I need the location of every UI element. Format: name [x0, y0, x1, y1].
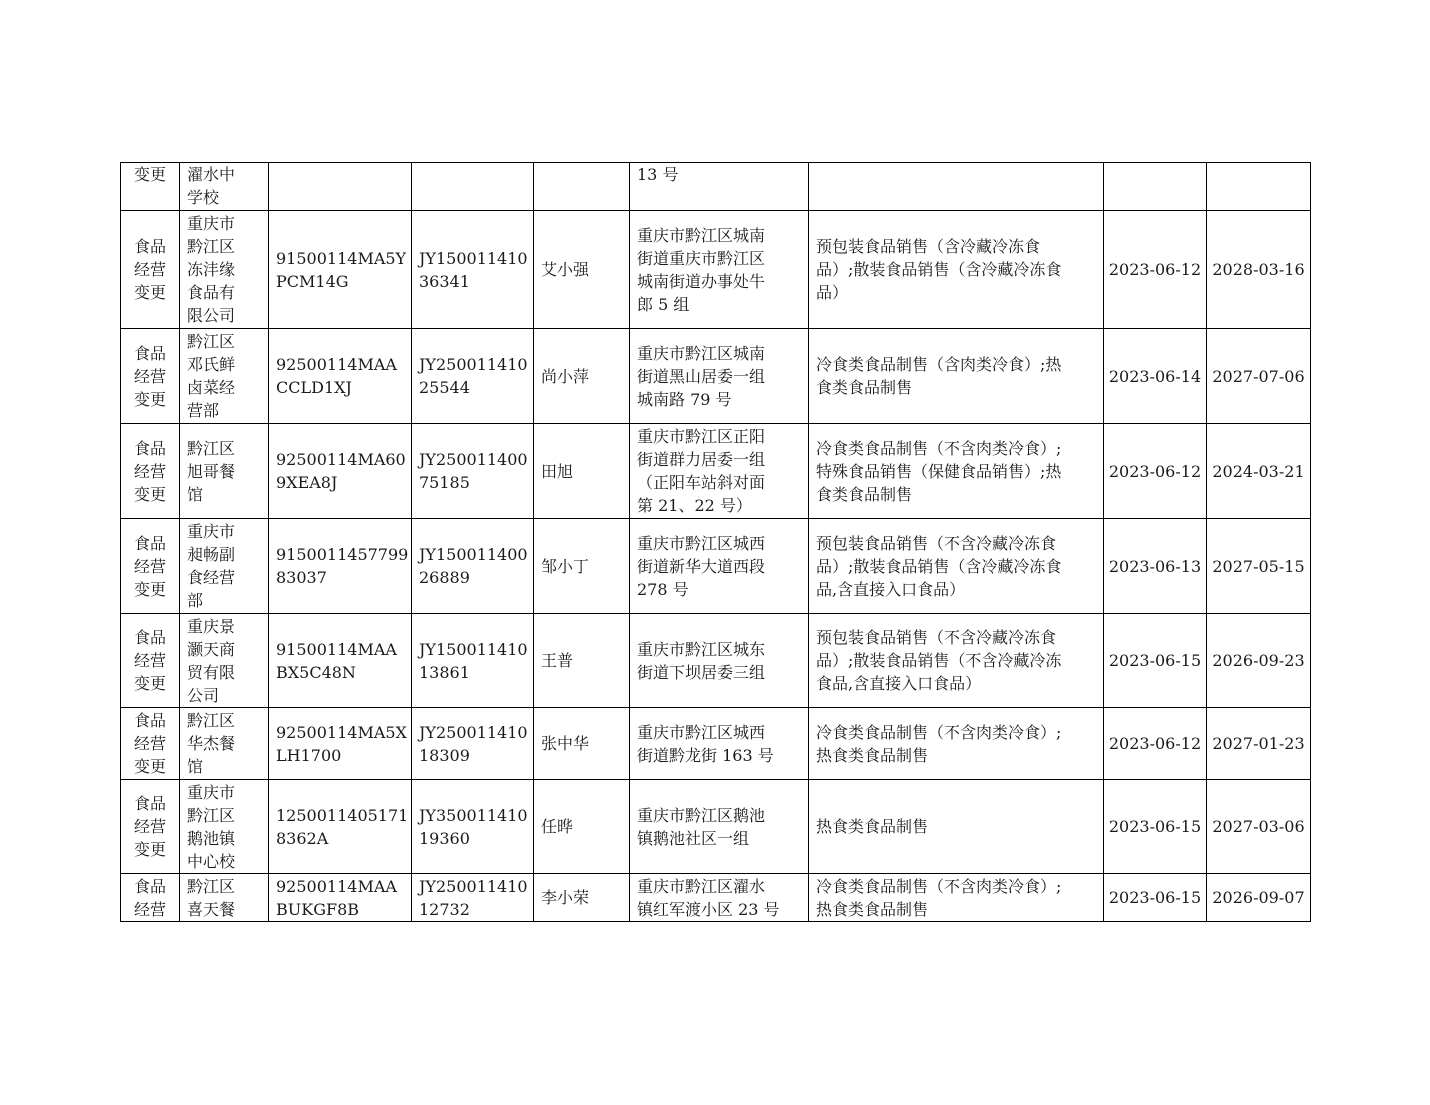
- expiry-date-cell: 2027-01-23: [1207, 708, 1311, 780]
- issue-date-cell: [1104, 163, 1207, 211]
- address-cell: 重庆市黔江区城西 街道黔龙街 163 号: [630, 708, 809, 780]
- business-scope-cell: [809, 163, 1104, 211]
- business-scope-cell: 冷食类食品制售（不含肉类冷食）; 热食类食品制售: [809, 874, 1104, 922]
- entity-name-cell: 黔江区 旭哥餐 馆: [180, 424, 269, 519]
- license-no-cell: JY250011410 18309: [412, 708, 534, 780]
- business-scope-cell: 冷食类食品制售（不含肉类冷食）; 热食类食品制售: [809, 708, 1104, 780]
- legal-rep-cell: 任晔: [534, 780, 630, 874]
- address-cell: 重庆市黔江区鹅池 镇鹅池社区一组: [630, 780, 809, 874]
- category-cell: 食品 经营 变更: [121, 614, 180, 708]
- category-cell: 食品 经营 变更: [121, 424, 180, 519]
- category-cell: 食品 经营 变更: [121, 780, 180, 874]
- issue-date-cell: 2023-06-14: [1104, 329, 1207, 424]
- address-cell: 重庆市黔江区城南 街道黑山居委一组 城南路 79 号: [630, 329, 809, 424]
- category-cell: 食品 经营: [121, 874, 180, 922]
- entity-name-cell: 黔江区 喜天餐: [180, 874, 269, 922]
- legal-rep-cell: 尚小萍: [534, 329, 630, 424]
- license-no-cell: JY250011410 25544: [412, 329, 534, 424]
- legal-rep-cell: 李小荣: [534, 874, 630, 922]
- address-cell: 13 号: [630, 163, 809, 211]
- entity-name-cell: 重庆市 昶畅副 食经营 部: [180, 519, 269, 614]
- credit-code-cell: 91500114MAA BX5C48N: [269, 614, 412, 708]
- address-cell: 重庆市黔江区城西 街道新华大道西段 278 号: [630, 519, 809, 614]
- license-no-cell: JY250011400 75185: [412, 424, 534, 519]
- business-scope-cell: 热食类食品制售: [809, 780, 1104, 874]
- business-scope-cell: 预包装食品销售（不含冷藏冷冻食 品）;散装食品销售（不含冷藏冷冻 食品,含直接入口食品）: [809, 614, 1104, 708]
- category-cell: 食品 经营 变更: [121, 708, 180, 780]
- credit-code-cell: 92500114MAA CCLD1XJ: [269, 329, 412, 424]
- expiry-date-cell: 2028-03-16: [1207, 211, 1311, 329]
- credit-code-cell: 92500114MA5X LH1700: [269, 708, 412, 780]
- issue-date-cell: 2023-06-15: [1104, 780, 1207, 874]
- table-row: [121, 874, 1311, 922]
- table-row: [121, 519, 1311, 614]
- credit-code-cell: 92500114MA60 9XEA8J: [269, 424, 412, 519]
- legal-rep-cell: 王普: [534, 614, 630, 708]
- business-scope-cell: 预包装食品销售（含冷藏冷冻食 品）;散装食品销售（含冷藏冷冻食 品）: [809, 211, 1104, 329]
- license-records-table: [120, 162, 1311, 922]
- expiry-date-cell: 2024-03-21: [1207, 424, 1311, 519]
- table-row: [121, 163, 1311, 211]
- address-cell: 重庆市黔江区濯水 镇红军渡小区 23 号: [630, 874, 809, 922]
- entity-name-cell: 黔江区 华杰餐 馆: [180, 708, 269, 780]
- table-row: [121, 329, 1311, 424]
- issue-date-cell: 2023-06-15: [1104, 874, 1207, 922]
- credit-code-cell: 91500114MA5Y PCM14G: [269, 211, 412, 329]
- address-cell: 重庆市黔江区城南 街道重庆市黔江区 城南街道办事处牛 郎 5 组: [630, 211, 809, 329]
- business-scope-cell: 冷食类食品制售（不含肉类冷食）; 特殊食品销售（保健食品销售）;热 食类食品制售: [809, 424, 1104, 519]
- issue-date-cell: 2023-06-13: [1104, 519, 1207, 614]
- expiry-date-cell: [1207, 163, 1311, 211]
- entity-name-cell: 重庆景 灏天商 贸有限 公司: [180, 614, 269, 708]
- issue-date-cell: 2023-06-12: [1104, 424, 1207, 519]
- category-cell: 食品 经营 变更: [121, 211, 180, 329]
- license-no-cell: JY350011410 19360: [412, 780, 534, 874]
- table-row: [121, 780, 1311, 874]
- license-no-cell: JY150011400 26889: [412, 519, 534, 614]
- entity-name-cell: 重庆市 黔江区 鹅池镇 中心校: [180, 780, 269, 874]
- address-cell: 重庆市黔江区正阳 街道群力居委一组 （正阳车站斜对面 第 21、22 号）: [630, 424, 809, 519]
- business-scope-cell: 冷食类食品制售（含肉类冷食）;热 食类食品制售: [809, 329, 1104, 424]
- table-row: [121, 614, 1311, 708]
- expiry-date-cell: 2026-09-23: [1207, 614, 1311, 708]
- legal-rep-cell: 田旭: [534, 424, 630, 519]
- legal-rep-cell: [534, 163, 630, 211]
- business-scope-cell: 预包装食品销售（不含冷藏冷冻食 品）;散装食品销售（含冷藏冷冻食 品,含直接入口食品）: [809, 519, 1104, 614]
- address-cell: 重庆市黔江区城东 街道下坝居委三组: [630, 614, 809, 708]
- issue-date-cell: 2023-06-15: [1104, 614, 1207, 708]
- credit-code-cell: 9150011457799 83037: [269, 519, 412, 614]
- category-cell: 食品 经营 变更: [121, 519, 180, 614]
- table-row: [121, 211, 1311, 329]
- entity-name-cell: 濯水中 学校: [180, 163, 269, 211]
- issue-date-cell: 2023-06-12: [1104, 211, 1207, 329]
- table-row: [121, 424, 1311, 519]
- expiry-date-cell: 2027-05-15: [1207, 519, 1311, 614]
- legal-rep-cell: 张中华: [534, 708, 630, 780]
- credit-code-cell: 1250011405171 8362A: [269, 780, 412, 874]
- table-row: [121, 708, 1311, 780]
- credit-code-cell: 92500114MAA BUKGF8B: [269, 874, 412, 922]
- issue-date-cell: 2023-06-12: [1104, 708, 1207, 780]
- category-cell: 变更: [121, 163, 180, 211]
- legal-rep-cell: 邹小丁: [534, 519, 630, 614]
- category-cell: 食品 经营 变更: [121, 329, 180, 424]
- expiry-date-cell: 2027-03-06: [1207, 780, 1311, 874]
- entity-name-cell: 黔江区 邓氏鲜 卤菜经 营部: [180, 329, 269, 424]
- license-no-cell: [412, 163, 534, 211]
- expiry-date-cell: 2026-09-07: [1207, 874, 1311, 922]
- license-no-cell: JY150011410 36341: [412, 211, 534, 329]
- table-body: [121, 163, 1311, 922]
- license-no-cell: JY150011410 13861: [412, 614, 534, 708]
- expiry-date-cell: 2027-07-06: [1207, 329, 1311, 424]
- license-no-cell: JY250011410 12732: [412, 874, 534, 922]
- entity-name-cell: 重庆市 黔江区 冻沣缘 食品有 限公司: [180, 211, 269, 329]
- legal-rep-cell: 艾小强: [534, 211, 630, 329]
- credit-code-cell: [269, 163, 412, 211]
